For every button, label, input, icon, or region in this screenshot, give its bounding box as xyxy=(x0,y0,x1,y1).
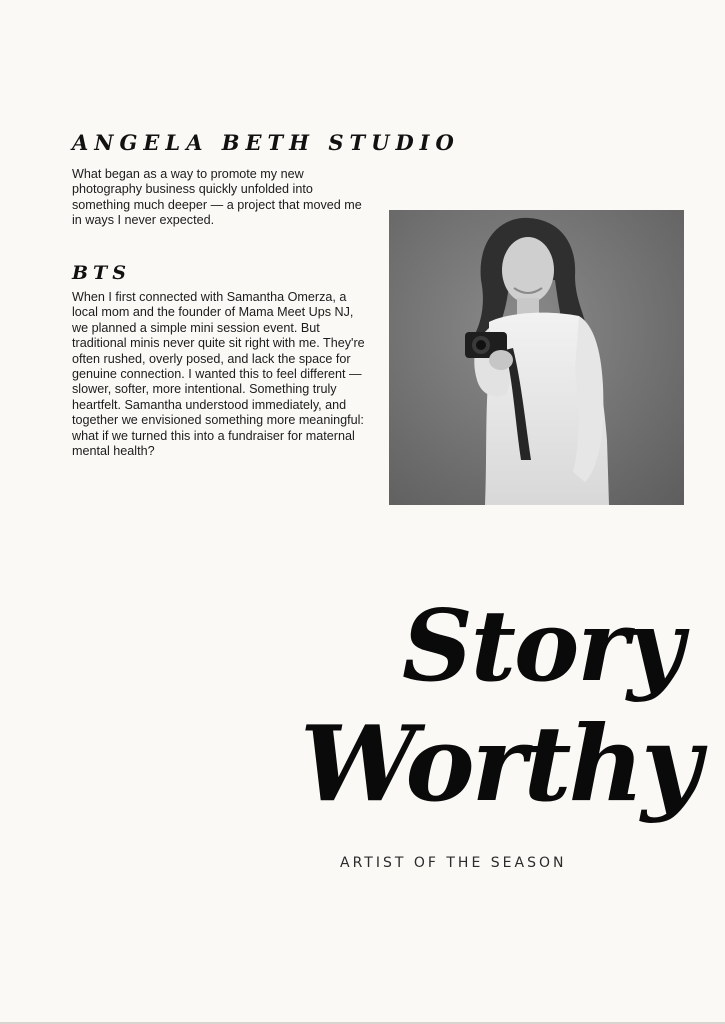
bts-paragraph: When I first connected with Samantha Omerza, a local mom and the founder of Mama Meet Ups NJ, we planned a simple mini session event. But traditional minis never quite sit right with me. They're often rushed, overly posed, and lack the space for genuine connection. I wanted this to feel different — slower, softer, more intentional. Something truly heartfelt. Samantha understood immediately, and together we envisioned something more meaningful: what if we turned this into a fundraiser for maternal mental health? xyxy=(72,290,365,459)
title-story: Story xyxy=(402,589,682,704)
portrait-photo xyxy=(389,210,684,505)
intro-paragraph: What began as a way to promote my new photography business quickly unfolded into something much deeper — a project that moved me in ways I never expected. xyxy=(72,167,362,228)
artist-subtitle: ARTIST OF THE SEASON xyxy=(340,855,567,871)
title-worthy: Worthy xyxy=(300,702,699,825)
studio-heading: ANGELA BETH STUDIO xyxy=(72,130,460,155)
bts-heading: BTS xyxy=(72,262,131,284)
